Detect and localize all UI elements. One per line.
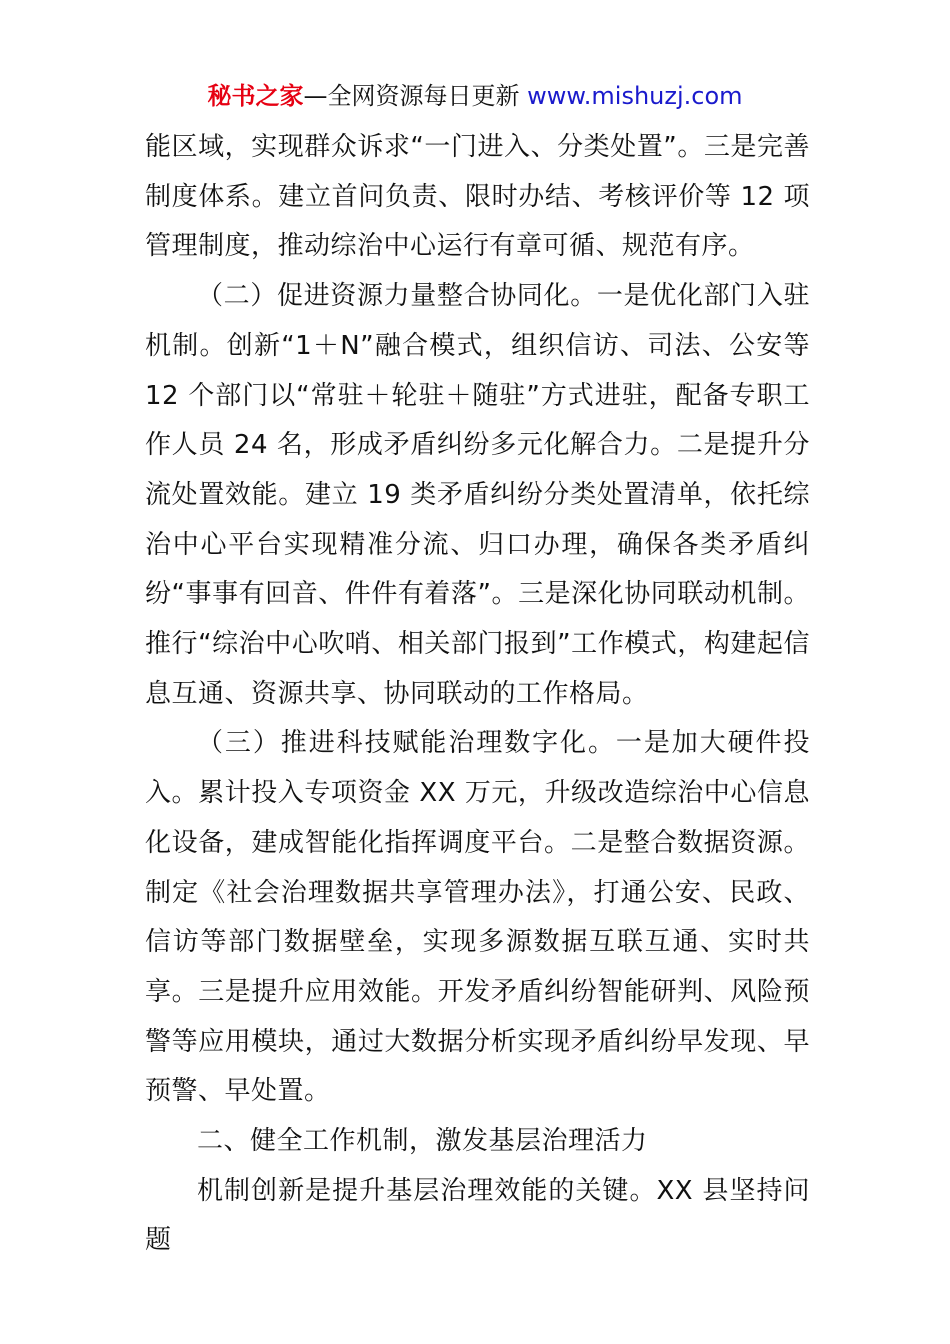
body-paragraph-section-3: （三）推进科技赋能治理数字化。一是加大硬件投入。累计投入专项资金 XX 万元，升级改造综治中心信息化设备，建成智能化指挥调度平台。二是整合数据资源。制定《社会治理数据共享管理办法》，打通公安、民政、信访等部门数据壁垒，实现多源数据互联互通、实时共享。三是提升应用效能。开发矛盾纠纷智能研判、风险预警等应用模块，通过大数据分析实现矛盾纠纷早发现、早预警、早处置。: [145, 728, 810, 1107]
site-tagline: —全网资源每日更新: [303, 82, 528, 110]
body-paragraph-section-2: （二）促进资源力量整合协同化。一是优化部门入驻机制。创新“1＋N”融合模式，组织信访、司法、公安等 12 个部门以“常驻＋轮驻＋随驻”方式进驻，配备专职工作人员 24 名，形成矛盾纠纷多元化解合力。二是提升分流处置效能。建立 19 类矛盾纠纷分类处置清单，依托综治中心平台实现精准分流、归口办理，确保各类矛盾纠纷“事事有回音、件件有着落”。三是深化协同联动机制。推行“综治中心吹哨、相关部门报到”工作模式，构建起信息互通、资源共享、协同联动的工作格局。: [145, 281, 810, 709]
section-heading: 二、健全工作机制，激发基层治理活力: [197, 1126, 648, 1157]
body-paragraph-intro: 机制创新是提升基层治理效能的关键。XX 县坚持问题: [145, 1175, 810, 1256]
document-body: [145, 123, 810, 1266]
site-brand: 秘书之家: [207, 82, 304, 110]
site-url-link[interactable]: www.mishuzj.com: [527, 82, 743, 110]
site-header: [0, 80, 950, 112]
body-paragraph-continued: 能区域，实现群众诉求“一门进入、分类处置”。三是完善制度体系。建立首问负责、限时办结、考核评价等 12 项管理制度，推动综治中心运行有章可循、规范有序。: [145, 132, 810, 262]
